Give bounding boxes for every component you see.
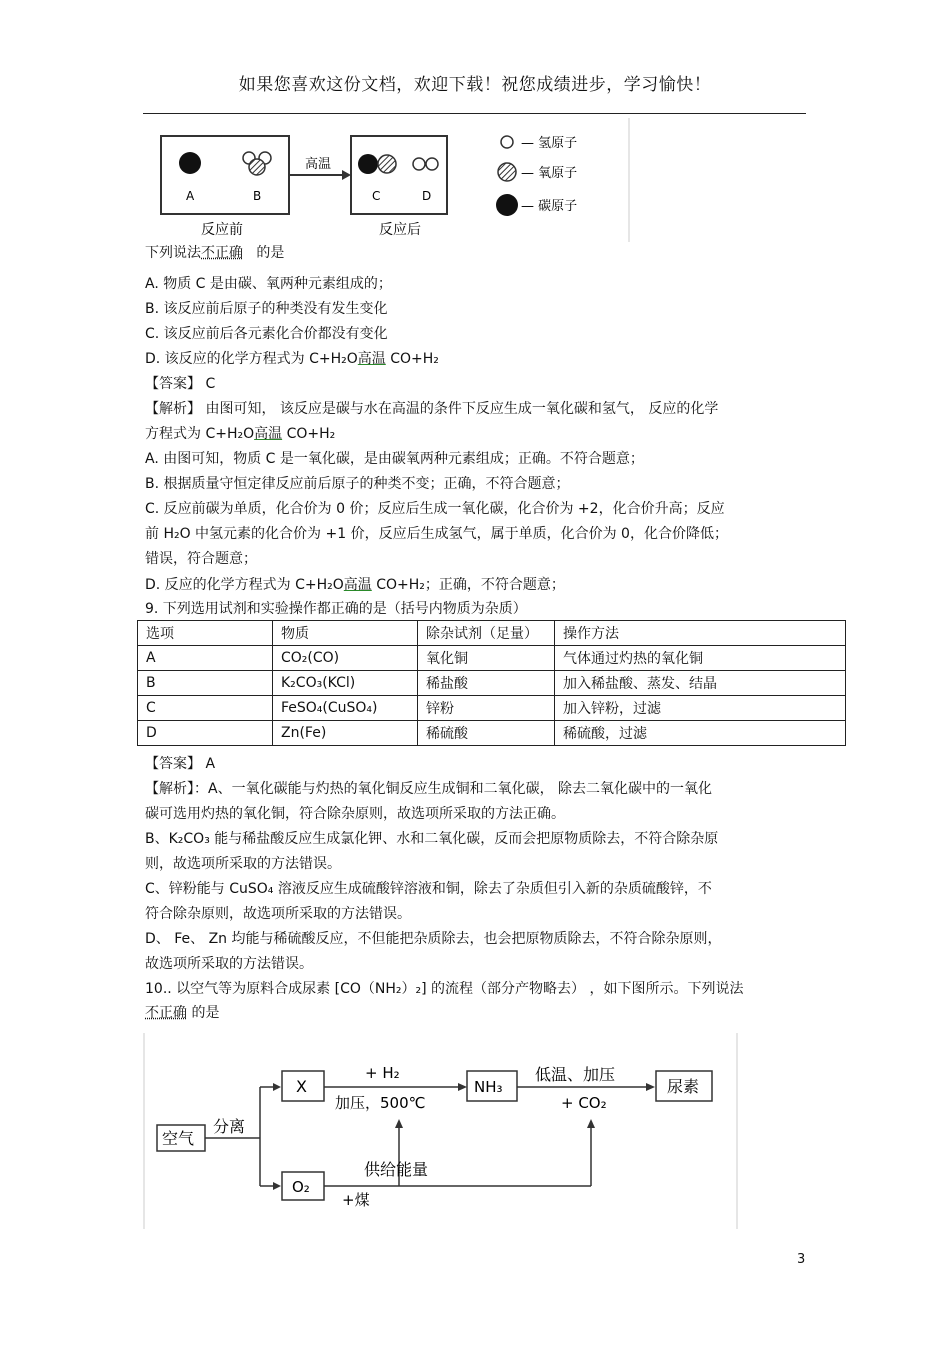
table-header: 选项 [138, 621, 273, 646]
q8-option-d: D. 该反应的化学方程式为 C+H₂O高温 CO+H₂ [145, 351, 439, 367]
q9-explain-7: D、 Fe、 Zn 均能与稀硫酸反应，不但能把杂质除去，也会把原物质除去，不符合除杂原则， [145, 931, 722, 947]
q8-analysis-b: B. 根据质量守恒定律反应前后原子的种类不变；正确，不符合题意； [145, 476, 570, 492]
table-row: A CO₂(CO) 氧化铜 气体通过灼热的氧化铜 [138, 646, 846, 671]
atom-hydrogen [413, 158, 425, 170]
legend-hydrogen: — 氢原子 [521, 136, 578, 151]
label-energy: 供给能量 [364, 1160, 429, 1179]
urea-flow-figure [143, 1033, 739, 1229]
label-o2: O₂ [292, 1178, 310, 1196]
before-box [161, 136, 289, 214]
arrow-label: 高温 [305, 157, 332, 172]
atom-oxygen [378, 155, 396, 173]
atom-carbon [358, 154, 378, 174]
q9-explain-8: 故选项所采取的方法错误。 [145, 956, 313, 972]
label-a: A [186, 189, 195, 203]
label-cond2: 低温、加压 [535, 1065, 616, 1084]
q8-analysis-c1: C. 反应前碳为单质，化合价为 0 价；反应后生成一氧化碳，化合价为 +2，化合价升高；反应 [145, 501, 725, 517]
page-number: 3 [797, 1252, 806, 1267]
q8-option-a: A. 物质 C 是由碳、氧两种元素组成的； [145, 276, 392, 292]
label-c: C [372, 189, 381, 203]
label-cond1: 加压，500℃ [335, 1094, 426, 1112]
q8-option-b: B. 该反应前后原子的种类没有发生变化 [145, 301, 388, 317]
q8-analysis-2: 方程式为 C+H₂O高温 CO+H₂ [145, 426, 336, 442]
q9-explain-5: C、锌粉能与 CuSO₄ 溶液反应生成硫酸锌溶液和铜，除去了杂质但引入新的杂质硫酸锌，不 [145, 881, 712, 897]
table-header: 物质 [273, 621, 418, 646]
header-divider [143, 113, 806, 114]
table-row: B K₂CO₃(KCl) 稀盐酸 加入稀盐酸、蒸发、结晶 [138, 671, 846, 696]
page-header: 如果您喜欢这份文档，欢迎下载！祝您成绩进步，学习愉快！ [238, 75, 712, 95]
legend-carbon: — 碳原子 [521, 199, 578, 214]
legend-carbon-icon [496, 194, 518, 216]
table-row: D Zn(Fe) 稀硫酸 稀硫酸，过滤 [138, 721, 846, 746]
legend-oxygen: — 氧原子 [521, 166, 578, 181]
label-d: D [422, 189, 432, 203]
q9-stem: 9. 下列选用试剂和实验操作都正确的是（括号内物质为杂质） [145, 601, 527, 617]
q10-stem-1: 10.. 以空气等为原料合成尿素 [CO（NH₂）₂] 的流程（部分产物略去） ，如下图所示。下列说法 [145, 981, 744, 997]
q9-answer: 【答案】 A [145, 756, 216, 772]
table-header-row [138, 621, 846, 646]
atom-hydrogen [426, 158, 438, 170]
equation-condition: 高温 [357, 351, 386, 367]
label-urea: 尿素 [667, 1077, 700, 1096]
q9-explain-1: 【解析】：A、一氧化碳能与灼热的氧化铜反应生成铜和二氧化碳， 除去二氧化碳中的一氧化 [145, 781, 713, 797]
q8-option-c: C. 该反应前后各元素化合价都没有变化 [145, 326, 388, 342]
label-co2: + CO₂ [561, 1094, 607, 1112]
q8-answer: 【答案】 C [145, 376, 216, 392]
before-label: 反应前 [201, 222, 243, 238]
reaction-arrow [342, 170, 351, 180]
after-label: 反应后 [379, 222, 421, 238]
q8-stem: 下列说法不正确 的是 [145, 245, 285, 261]
atom-oxygen [249, 159, 265, 175]
q8-analysis-c3: 错误，符合题意； [145, 551, 257, 567]
table-row: C FeSO₄(CuSO₄) 锌粉 加入锌粉，过滤 [138, 696, 846, 721]
q10-stem-2: 不正确 的是 [145, 1005, 220, 1021]
q9-explain-6: 符合除杂原则，故选项所采取的方法错误。 [145, 906, 411, 922]
q8-analysis-d: D. 反应的化学方程式为 C+H₂O高温 CO+H₂；正确，不符合题意； [145, 577, 565, 593]
label-air: 空气 [162, 1129, 195, 1148]
after-box [351, 136, 447, 214]
q8-analysis-1: 【解析】 由图可知， 该反应是碳与水在高温的条件下反应生成一氧化碳和氢气， 反应的化学 [145, 401, 719, 417]
label-b: B [253, 189, 262, 203]
reaction-figure [143, 118, 631, 242]
legend-oxygen-icon [498, 163, 516, 181]
legend-hydrogen-icon [501, 136, 513, 148]
q9-explain-3: B、K₂CO₃ 能与稀盐酸反应生成氯化钾、水和二氧化碳，反而会把原物质除去，不符合除杂原 [145, 831, 719, 847]
q9-explain-4: 则，故选项所采取的方法错误。 [145, 856, 341, 872]
atom-carbon-a [179, 152, 201, 174]
label-separate: 分离 [213, 1117, 246, 1136]
q9-explain-2: 碳可选用灼热的氧化铜，符合除杂原则，故选项所采取的方法正确。 [145, 806, 565, 822]
table-header: 操作方法 [555, 621, 846, 646]
label-coal: +煤 [342, 1191, 370, 1209]
q8-analysis-c2: 前 H₂O 中氢元素的化合价为 +1 价，反应后生成氢气，属于单质，化合价为 0，化合价降低； [145, 526, 728, 542]
q9-options-table [137, 620, 846, 746]
table-header: 除杂试剂（足量） [418, 621, 555, 646]
label-h2: + H₂ [365, 1064, 400, 1082]
label-nh3: NH₃ [474, 1078, 503, 1096]
q8-analysis-a: A. 由图可知，物质 C 是一氧化碳，是由碳氧两种元素组成；正确。不符合题意； [145, 451, 644, 467]
label-x: X [296, 1077, 307, 1096]
